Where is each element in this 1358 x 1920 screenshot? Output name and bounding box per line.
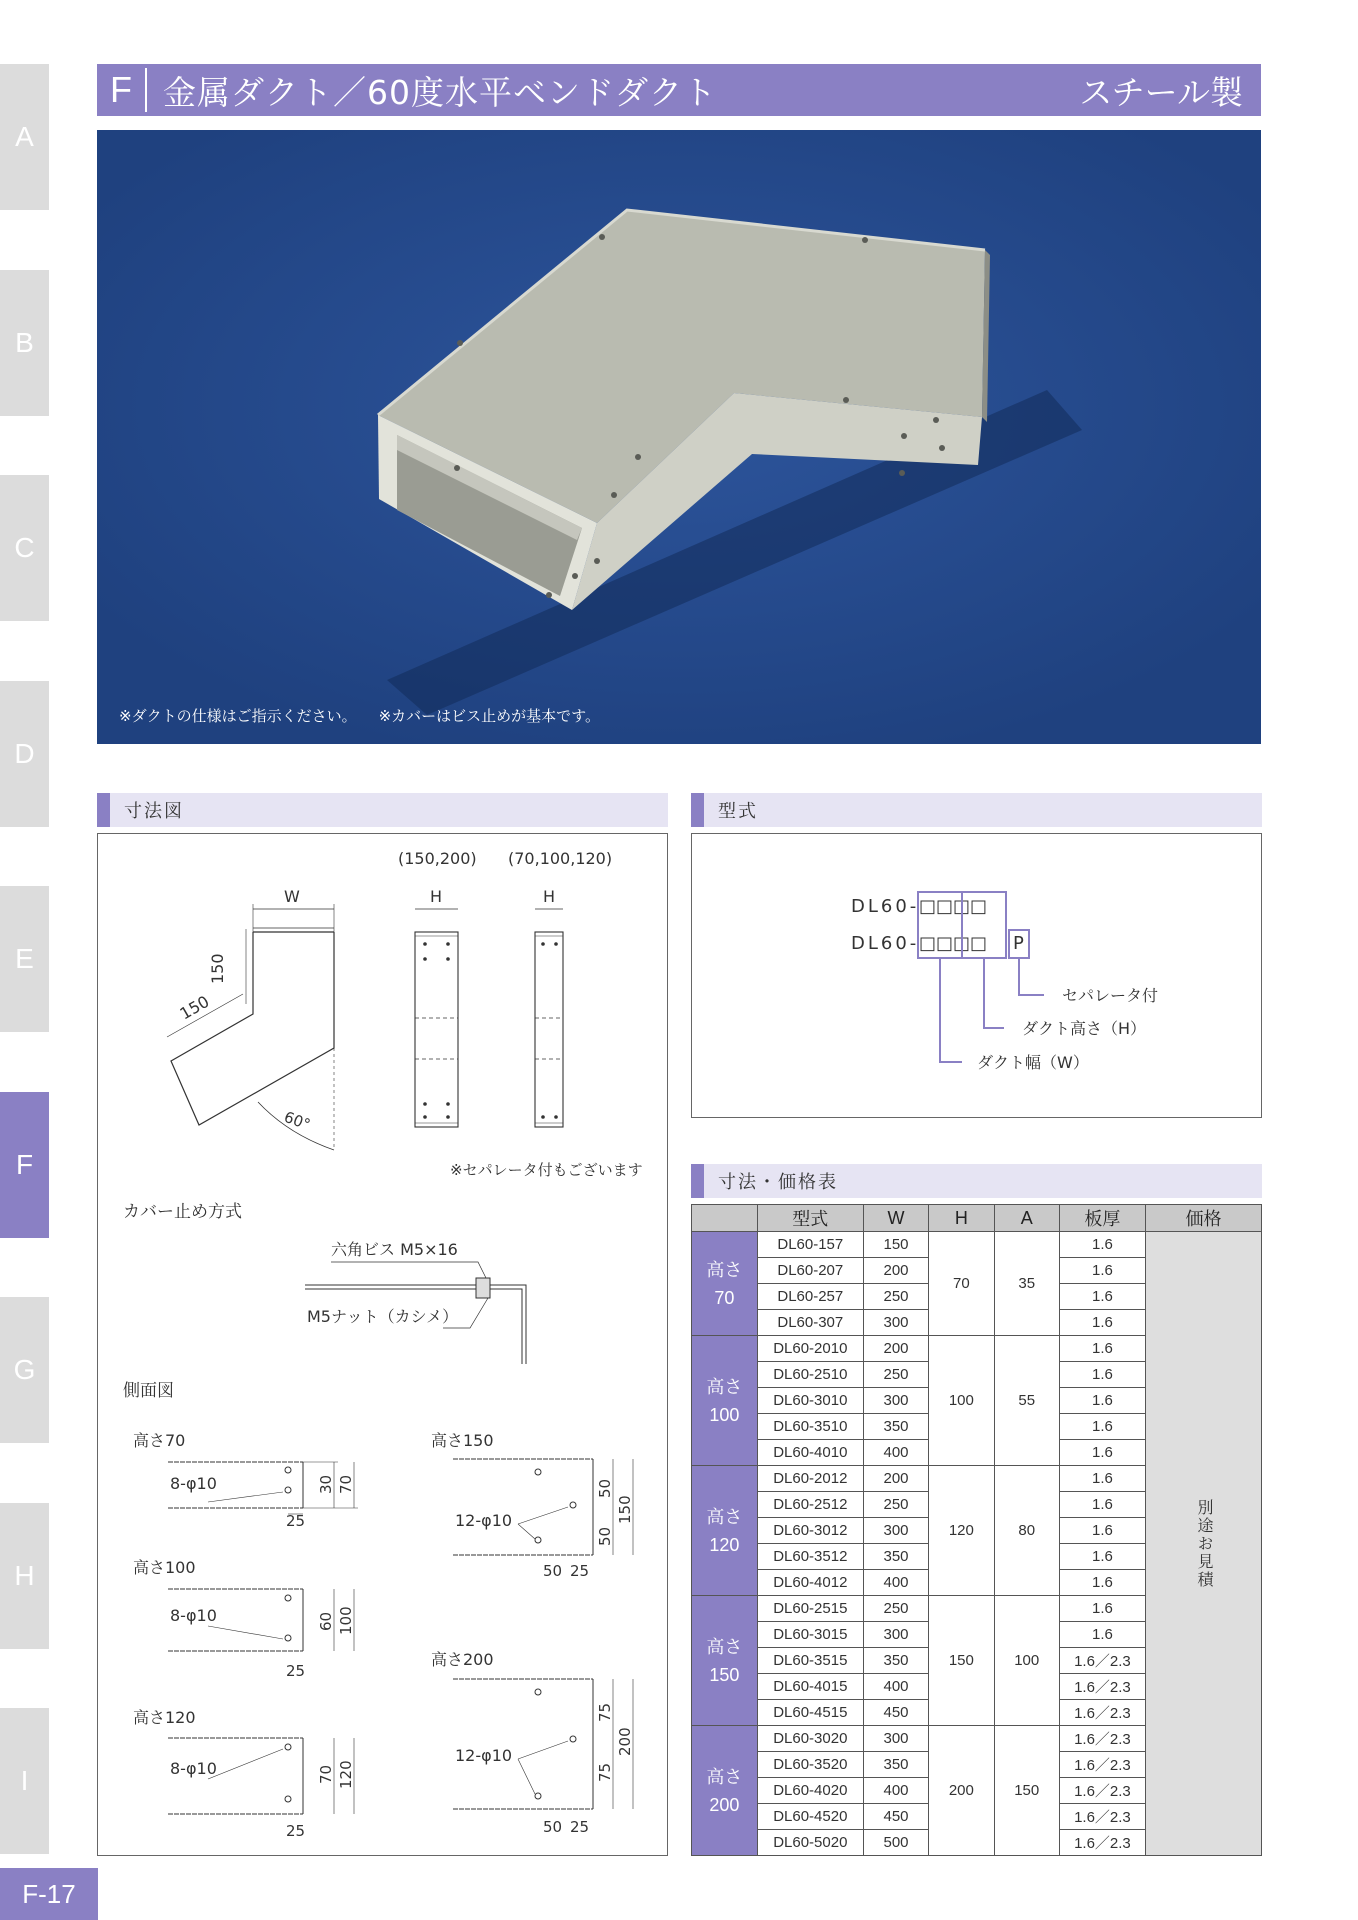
- group-label-bottom: 200: [709, 1794, 740, 1815]
- group-label-bottom: 70: [714, 1287, 735, 1308]
- h70-dim2: 70: [337, 1474, 355, 1494]
- screw-label: 六角ビス M5×16: [331, 1240, 458, 1259]
- section-title: 寸法・価格表: [718, 1172, 838, 1193]
- side-tab-a[interactable]: [0, 64, 49, 210]
- cell-price: 別途お見積: [1145, 1232, 1261, 1856]
- side-tab-label: G: [13, 1354, 36, 1385]
- group-label: [692, 1336, 758, 1466]
- cell-thickness: 1.6／2.3: [1059, 1752, 1145, 1778]
- cell-model: DL60-2512: [757, 1492, 863, 1518]
- cell-w: 450: [863, 1700, 928, 1726]
- section-bar: [97, 793, 110, 827]
- cell-thickness: 1.6: [1059, 1232, 1145, 1258]
- h200-holes: 12-φ10: [455, 1746, 513, 1765]
- cell-model: DL60-3015: [757, 1622, 863, 1648]
- photo-notes: [119, 705, 600, 726]
- h150-dim1: 50: [596, 1478, 614, 1498]
- cell-model: DL60-3515: [757, 1648, 863, 1674]
- model-label-separator: セパレータ付: [1062, 986, 1159, 1005]
- group-label-bottom: 100: [709, 1404, 740, 1425]
- cell-w: 450: [863, 1804, 928, 1830]
- cell-thickness: 1.6: [1059, 1596, 1145, 1622]
- side-tab-f[interactable]: [0, 1092, 49, 1238]
- group-label-top: 高さ: [706, 1506, 743, 1527]
- cell-model: DL60-4020: [757, 1778, 863, 1804]
- section-title: 寸法図: [124, 801, 184, 822]
- photo-note-cover: ※カバーはビス止めが基本です。: [378, 707, 600, 725]
- table-row: [692, 1232, 1262, 1258]
- nut-label: M5ナット（カシメ）: [307, 1307, 459, 1326]
- cell-w: 400: [863, 1570, 928, 1596]
- h200-dim3: 200: [616, 1727, 634, 1756]
- h100-dim1: 60: [317, 1611, 335, 1631]
- cell-w: 200: [863, 1466, 928, 1492]
- side-tab-h[interactable]: [0, 1503, 49, 1649]
- group-label: [692, 1232, 758, 1336]
- section-bar: [691, 793, 704, 827]
- dim-angle: 60°: [281, 1107, 313, 1134]
- side-view-title: 側面図: [123, 1381, 174, 1401]
- h150-dim2: 50: [596, 1526, 614, 1546]
- side-tab-label: A: [15, 121, 34, 152]
- cell-w: 250: [863, 1596, 928, 1622]
- h200-dim1: 75: [596, 1702, 614, 1722]
- cell-h: 150: [929, 1596, 994, 1726]
- header-a: A: [994, 1205, 1059, 1232]
- side-tab-label: I: [20, 1765, 29, 1796]
- cell-thickness: 1.6／2.3: [1059, 1778, 1145, 1804]
- cell-thickness: 1.6: [1059, 1622, 1145, 1648]
- cell-model: DL60-4520: [757, 1804, 863, 1830]
- cell-w: 250: [863, 1284, 928, 1310]
- cell-thickness: 1.6: [1059, 1414, 1145, 1440]
- material-label: スチール製: [1079, 72, 1243, 112]
- cell-a: 100: [994, 1596, 1059, 1726]
- cell-w: 300: [863, 1622, 928, 1648]
- cell-thickness: 1.6／2.3: [1059, 1674, 1145, 1700]
- h100-holes: 8-φ10: [170, 1606, 217, 1625]
- h200-title: 高さ200: [431, 1650, 494, 1669]
- h100-bottom: 25: [286, 1662, 306, 1680]
- h70-holes: 8-φ10: [170, 1474, 217, 1493]
- side-tab-b[interactable]: [0, 270, 49, 416]
- cell-model: DL60-3510: [757, 1414, 863, 1440]
- cell-thickness: 1.6: [1059, 1362, 1145, 1388]
- side-tab-label: D: [14, 738, 35, 769]
- duct-illustration: [97, 130, 1261, 744]
- h100-title: 高さ100: [133, 1558, 196, 1577]
- cell-thickness: 1.6: [1059, 1466, 1145, 1492]
- cell-model: DL60-5020: [757, 1830, 863, 1856]
- side-tab-g[interactable]: [0, 1297, 49, 1443]
- side-tab-c[interactable]: [0, 475, 49, 621]
- cell-model: DL60-3020: [757, 1726, 863, 1752]
- page-title: 金属ダクト／60度水平ベンドダクト: [163, 72, 717, 112]
- page-header: [97, 64, 1261, 116]
- cell-w: 300: [863, 1726, 928, 1752]
- photo-note-spec: ※ダクトの仕様はご指示ください。: [119, 707, 357, 725]
- cell-w: 350: [863, 1544, 928, 1570]
- h200-dim2: 75: [596, 1762, 614, 1782]
- cell-h: 100: [929, 1336, 994, 1466]
- group-label: [692, 1466, 758, 1596]
- group-label: [692, 1726, 758, 1856]
- side-tab-e[interactable]: [0, 886, 49, 1032]
- cell-w: 350: [863, 1414, 928, 1440]
- h150-bottom2: 25: [570, 1562, 590, 1580]
- model-suffix: P: [1013, 933, 1024, 954]
- h-group-label-large: (150,200): [398, 849, 477, 868]
- separator-note: ※セパレータ付もございます: [450, 1161, 643, 1179]
- price-table: [691, 1204, 1262, 1856]
- cell-w: 400: [863, 1778, 928, 1804]
- cell-w: 350: [863, 1648, 928, 1674]
- cell-w: 400: [863, 1440, 928, 1466]
- cell-w: 150: [863, 1232, 928, 1258]
- header-h: H: [929, 1205, 994, 1232]
- cell-model: DL60-2515: [757, 1596, 863, 1622]
- h70-dim1: 30: [317, 1474, 335, 1494]
- cell-thickness: 1.6: [1059, 1440, 1145, 1466]
- cell-thickness: 1.6: [1059, 1388, 1145, 1414]
- side-tab-i[interactable]: [0, 1708, 49, 1854]
- group-label-top: 高さ: [706, 1259, 743, 1280]
- cell-model: DL60-4010: [757, 1440, 863, 1466]
- cell-w: 350: [863, 1752, 928, 1778]
- cell-model: DL60-3520: [757, 1752, 863, 1778]
- cell-thickness: 1.6: [1059, 1492, 1145, 1518]
- h120-dim2: 120: [337, 1760, 355, 1789]
- dim-w: W: [284, 887, 300, 906]
- h120-dim1: 70: [317, 1764, 335, 1784]
- cell-thickness: 1.6: [1059, 1544, 1145, 1570]
- h120-title: 高さ120: [133, 1708, 196, 1727]
- group-label-bottom: 120: [709, 1534, 740, 1555]
- cell-thickness: 1.6／2.3: [1059, 1804, 1145, 1830]
- cell-thickness: 1.6／2.3: [1059, 1726, 1145, 1752]
- cell-w: 250: [863, 1492, 928, 1518]
- h120-bottom: 25: [286, 1822, 306, 1840]
- group-label: [692, 1596, 758, 1726]
- side-tab-d[interactable]: [0, 681, 49, 827]
- h150-holes: 12-φ10: [455, 1511, 513, 1530]
- cell-thickness: 1.6: [1059, 1310, 1145, 1336]
- cell-a: 55: [994, 1336, 1059, 1466]
- cell-thickness: 1.6／2.3: [1059, 1648, 1145, 1674]
- dim-150-diagonal: 150: [176, 991, 213, 1024]
- cell-thickness: 1.6／2.3: [1059, 1830, 1145, 1856]
- dim-h-small: H: [543, 887, 556, 906]
- side-tab-label: E: [15, 943, 34, 974]
- cell-model: DL60-207: [757, 1258, 863, 1284]
- model-boxes-line2: □□□□: [919, 933, 988, 954]
- table-header-row: [692, 1205, 1262, 1232]
- cell-h: 70: [929, 1232, 994, 1336]
- group-label-bottom: 150: [709, 1664, 740, 1685]
- cell-w: 300: [863, 1518, 928, 1544]
- cell-thickness: 1.6: [1059, 1570, 1145, 1596]
- h150-title: 高さ150: [431, 1431, 494, 1450]
- model-label-height: ダクト高さ（H）: [1022, 1019, 1147, 1038]
- category-letter: F: [97, 68, 147, 112]
- header-thickness: 板厚: [1059, 1205, 1145, 1232]
- h120-holes: 8-φ10: [170, 1759, 217, 1778]
- side-tab-label: B: [15, 327, 34, 358]
- cell-a: 80: [994, 1466, 1059, 1596]
- section-header-dimension: [97, 793, 668, 827]
- side-tab-label: C: [14, 532, 35, 563]
- h150-bottom1: 50: [543, 1562, 563, 1580]
- cover-method-title: カバー止め方式: [123, 1202, 242, 1222]
- header-group: [692, 1205, 758, 1232]
- cell-w: 300: [863, 1310, 928, 1336]
- cell-w: 300: [863, 1388, 928, 1414]
- group-label-top: 高さ: [706, 1376, 743, 1397]
- cell-model: DL60-157: [757, 1232, 863, 1258]
- cell-h: 120: [929, 1466, 994, 1596]
- cell-thickness: 1.6: [1059, 1258, 1145, 1284]
- model-boxes-line1: □□□□: [919, 896, 988, 917]
- cell-a: 150: [994, 1726, 1059, 1856]
- section-bar: [691, 1164, 704, 1198]
- cell-model: DL60-2510: [757, 1362, 863, 1388]
- cell-model: DL60-3012: [757, 1518, 863, 1544]
- h200-bottom1: 50: [543, 1818, 563, 1836]
- model-code-diagram: [692, 834, 1261, 1117]
- cell-w: 400: [863, 1674, 928, 1700]
- side-tab-label: F: [15, 1149, 34, 1180]
- model-box: [691, 833, 1262, 1118]
- cell-model: DL60-4515: [757, 1700, 863, 1726]
- model-code-line2: DL60-: [851, 933, 920, 954]
- h70-bottom: 25: [286, 1512, 306, 1530]
- side-tab-label: H: [14, 1560, 35, 1591]
- cell-model: DL60-257: [757, 1284, 863, 1310]
- cell-w: 200: [863, 1336, 928, 1362]
- model-code-line1: DL60-: [851, 896, 920, 917]
- group-label-top: 高さ: [706, 1636, 743, 1657]
- cell-thickness: 1.6: [1059, 1518, 1145, 1544]
- cell-model: DL60-307: [757, 1310, 863, 1336]
- header-price: 価格: [1145, 1205, 1261, 1232]
- cell-thickness: 1.6: [1059, 1284, 1145, 1310]
- cell-model: DL60-2012: [757, 1466, 863, 1492]
- section-header-model: [691, 793, 1262, 827]
- cell-w: 500: [863, 1830, 928, 1856]
- section-header-table: [691, 1164, 1262, 1198]
- cell-w: 200: [863, 1258, 928, 1284]
- cell-w: 250: [863, 1362, 928, 1388]
- cell-model: DL60-3010: [757, 1388, 863, 1414]
- h100-dim2: 100: [337, 1606, 355, 1635]
- dimension-drawing: [98, 834, 667, 1855]
- h70-title: 高さ70: [133, 1431, 186, 1450]
- cell-model: DL60-4012: [757, 1570, 863, 1596]
- model-label-width: ダクト幅（W）: [977, 1053, 1089, 1072]
- h-group-label-small: (70,100,120): [508, 849, 613, 868]
- dimension-box: [97, 833, 668, 1856]
- h200-bottom2: 25: [570, 1818, 590, 1836]
- dim-h-large: H: [430, 887, 443, 906]
- dim-150-vertical: 150: [208, 953, 227, 984]
- cell-h: 200: [929, 1726, 994, 1856]
- page-number: F-17: [0, 1868, 98, 1920]
- header-w: W: [863, 1205, 928, 1232]
- h150-dim3: 150: [616, 1495, 634, 1524]
- cell-model: DL60-4015: [757, 1674, 863, 1700]
- group-label-top: 高さ: [706, 1766, 743, 1787]
- cell-a: 35: [994, 1232, 1059, 1336]
- header-model: 型式: [757, 1205, 863, 1232]
- cell-model: DL60-3512: [757, 1544, 863, 1570]
- product-photo: [97, 130, 1261, 744]
- cell-model: DL60-2010: [757, 1336, 863, 1362]
- cell-thickness: 1.6／2.3: [1059, 1700, 1145, 1726]
- cell-thickness: 1.6: [1059, 1336, 1145, 1362]
- section-title: 型式: [718, 801, 758, 822]
